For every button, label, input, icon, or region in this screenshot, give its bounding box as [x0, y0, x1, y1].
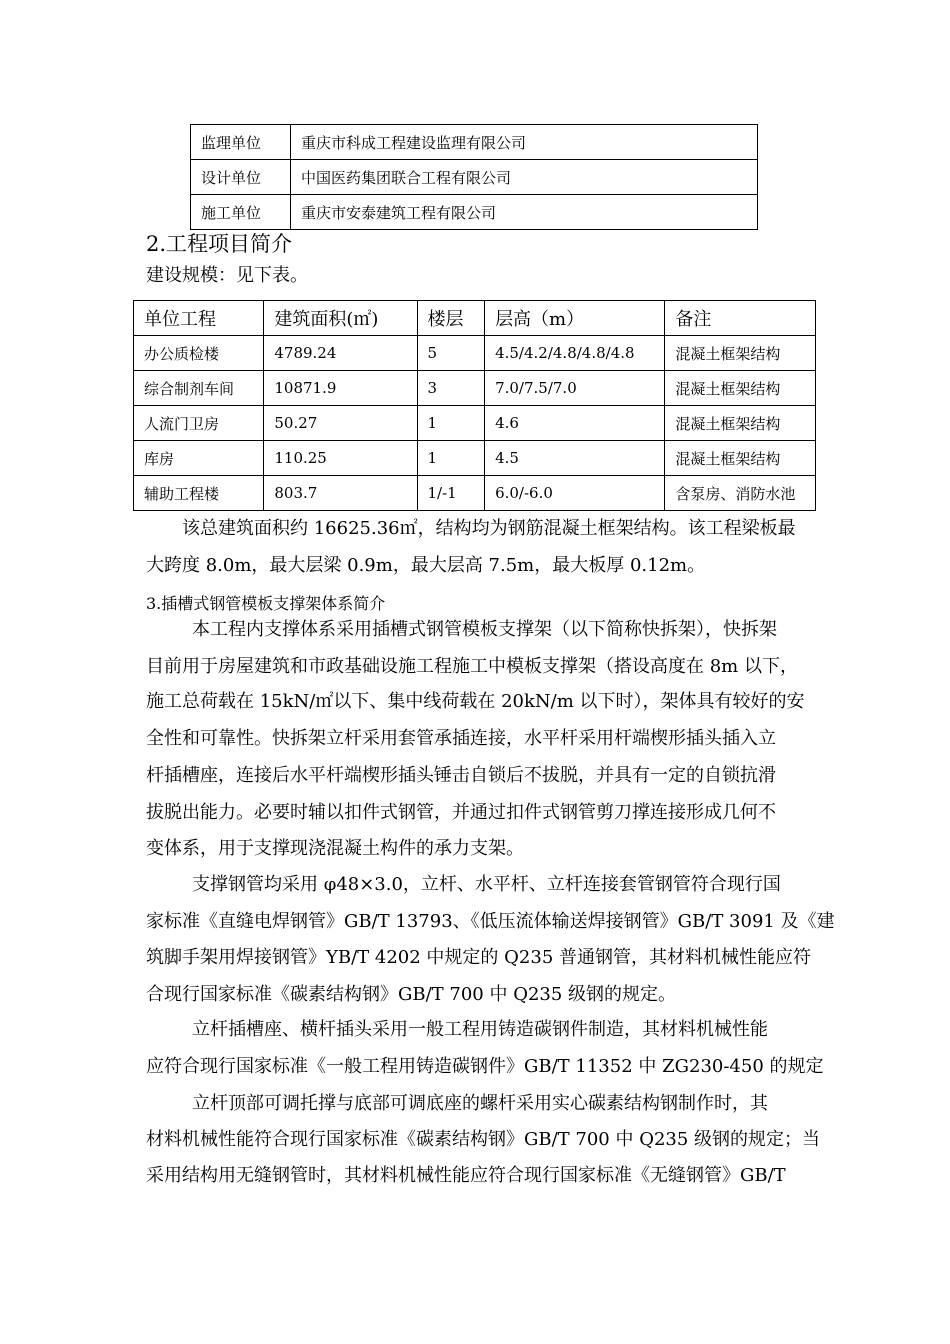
table-cell: 1/-1	[417, 476, 485, 511]
table-cell: 混凝土框架结构	[665, 441, 816, 476]
table-cell: 混凝土框架结构	[665, 336, 816, 371]
table-cell: 5	[417, 336, 485, 371]
table-row	[191, 125, 758, 160]
table-row	[191, 160, 758, 195]
section-2-heading: 2.工程项目简介	[146, 232, 293, 256]
table-row	[134, 336, 816, 371]
table-row	[134, 371, 816, 406]
table-cell: 4.6	[485, 406, 665, 441]
table-cell: 库房	[134, 441, 264, 476]
table-cell: 7.0/7.5/7.0	[485, 371, 665, 406]
table-row	[134, 476, 816, 511]
table-cell: 110.25	[264, 441, 417, 476]
unit-company-cell: 中国医药集团联合工程有限公司	[291, 160, 758, 195]
column-header: 备注	[665, 301, 816, 336]
paragraph-line: 应符合现行国家标准《一般工程用铸造碳钢件》GB/T 11352 中 ZG230-450 的规定	[146, 1056, 824, 1077]
construction-scale-line: 建设规模：见下表。	[146, 265, 308, 286]
paragraph-line: 拔脱出能力。必要时辅以扣件式钢管，并通过扣件式钢管剪刀撑连接形成几何不	[146, 802, 776, 823]
paragraph-line: 支撑钢管均采用 φ48×3.0，立杆、水平杆、立杆连接套管钢管符合现行国	[192, 874, 781, 895]
paragraph-line: 施工总荷载在 15kN/㎡以下、集中线荷载在 20kN/m 以下时），架体具有较好的安	[146, 691, 805, 712]
paragraph-line: 筑脚手架用焊接钢管》YB/T 4202 中规定的 Q235 普通钢管，其材料机械性能应符	[146, 947, 811, 968]
paragraph-line: 目前用于房屋建筑和市政基础设施工程施工中模板支撑架（搭设高度在 8m 以下，	[146, 656, 798, 677]
paragraph-line: 家标准《直缝电焊钢管》GB/T 13793、《低压流体输送焊接钢管》GB/T 3091 及《建	[146, 911, 835, 932]
paragraph-line: 杆插槽座，连接后水平杆端楔形插头锤击自锁后不拔脱，并具有一定的自锁抗滑	[146, 765, 776, 786]
table-cell: 1	[417, 441, 485, 476]
column-header: 单位工程	[134, 301, 264, 336]
table-row	[134, 441, 816, 476]
paragraph-line: 材料机械性能符合现行国家标准《碳素结构钢》GB/T 700 中 Q235 级钢的规定；当	[146, 1129, 821, 1150]
paragraph-line: 立杆顶部可调托撑与底部可调底座的螺杆采用实心碳素结构钢制作时，其	[192, 1093, 768, 1114]
unit-role-cell: 监理单位	[191, 125, 291, 160]
table-cell: 50.27	[264, 406, 417, 441]
project-table	[133, 300, 816, 511]
unit-company-cell: 重庆市科成工程建设监理有限公司	[291, 125, 758, 160]
table-cell: 1	[417, 406, 485, 441]
table-cell: 10871.9	[264, 371, 417, 406]
table-cell: 4.5	[485, 441, 665, 476]
paragraph-line: 变体系，用于支撑现浇混凝土构件的承力支架。	[146, 838, 524, 859]
paragraph-line: 合现行国家标准《碳素结构钢》GB/T 700 中 Q235 级钢的规定。	[146, 984, 677, 1005]
paragraph-line: 立杆插槽座、横杆插头采用一般工程用铸造碳钢件制造，其材料机械性能	[192, 1019, 768, 1040]
table-cell: 3	[417, 371, 485, 406]
summary-line: 该总建筑面积约 16625.36㎡，结构均为钢筋混凝土框架结构。该工程梁板最	[182, 518, 796, 539]
paragraph-line: 全性和可靠性。快拆架立杆采用套管承插连接，水平杆采用杆端楔形插头插入立	[146, 728, 776, 749]
table-row	[191, 195, 758, 230]
table-cell: 含泵房、消防水池	[665, 476, 816, 511]
column-header: 层高（m）	[485, 301, 665, 336]
table-row	[134, 406, 816, 441]
table-cell: 混凝土框架结构	[665, 371, 816, 406]
unit-role-cell: 施工单位	[191, 195, 291, 230]
table-cell: 混凝土框架结构	[665, 406, 816, 441]
table-cell: 办公质检楼	[134, 336, 264, 371]
column-header: 建筑面积(㎡)	[264, 301, 417, 336]
summary-line: 大跨度 8.0m，最大层梁 0.9m，最大层高 7.5m，最大板厚 0.12m。	[146, 555, 706, 576]
table-cell: 4789.24	[264, 336, 417, 371]
section-3-heading: 3.插槽式钢管模板支撑架体系简介	[146, 594, 386, 613]
table-cell: 4.5/4.2/4.8/4.8/4.8	[485, 336, 665, 371]
unit-role-cell: 设计单位	[191, 160, 291, 195]
table-header-row	[134, 301, 816, 336]
table-cell: 人流门卫房	[134, 406, 264, 441]
table-cell: 803.7	[264, 476, 417, 511]
paragraph-line: 本工程内支撑体系采用插槽式钢管模板支撑架（以下简称快拆架），快拆架	[192, 619, 777, 640]
table-cell: 综合制剂车间	[134, 371, 264, 406]
table-cell: 6.0/-6.0	[485, 476, 665, 511]
paragraph-line: 采用结构用无缝钢管时，其材料机械性能应符合现行国家标准《无缝钢管》GB/T	[146, 1165, 786, 1186]
table-cell: 辅助工程楼	[134, 476, 264, 511]
column-header: 楼层	[417, 301, 485, 336]
unit-company-cell: 重庆市安泰建筑工程有限公司	[291, 195, 758, 230]
units-table	[190, 124, 758, 230]
